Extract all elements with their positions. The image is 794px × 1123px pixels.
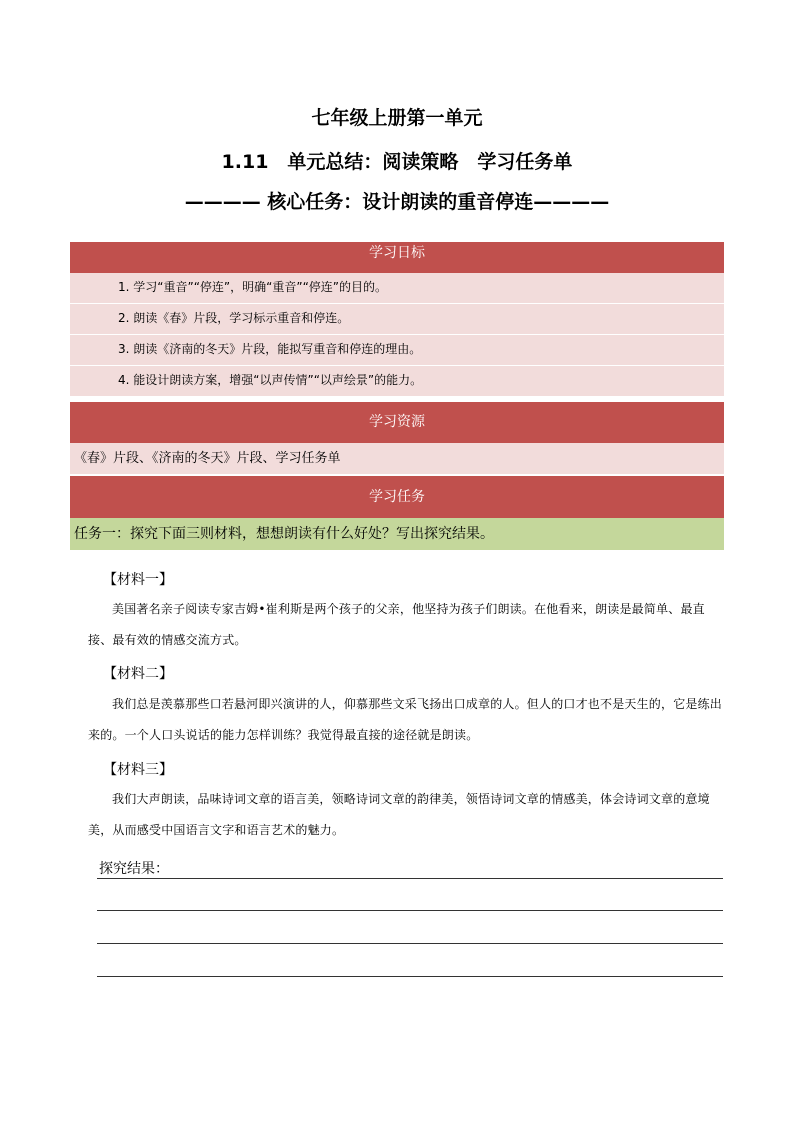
answer-line[interactable] xyxy=(97,910,723,911)
tasks-table xyxy=(70,476,724,550)
objective-item: 4. 能设计朗读方案，增强“以声传情”“以声绘景”的能力。 xyxy=(70,366,724,397)
document-title: 七年级上册第一单元 xyxy=(311,107,483,129)
objectives-heading: 学习日标 xyxy=(70,242,724,273)
material-one-text: 美国著名亲子阅读专家吉姆•崔利斯是两个孩子的父亲，他坚持为孩子们朗读。在他看来，朗读是最简单、最直接、最有效的情感交流方式。 xyxy=(88,602,705,647)
answer-label: 探究结果： xyxy=(99,861,169,877)
answer-line[interactable] xyxy=(97,943,723,944)
document-subtitle: 1.11 单元总结：阅读策略 学习任务单 xyxy=(221,151,573,173)
answer-line[interactable] xyxy=(97,878,723,879)
material-three-label: 【材料三】 xyxy=(103,762,173,778)
objective-item: 3. 朗读《济南的冬天》片段，能拟写重音和停连的理由。 xyxy=(70,335,724,366)
resources-text: 《春》片段、《济南的冬天》片段、学习任务单 xyxy=(70,443,724,475)
resources-heading: 学习资源 xyxy=(70,402,724,443)
material-one-label: 【材料一】 xyxy=(103,572,173,588)
resources-table xyxy=(70,402,724,475)
objective-item: 2. 朗读《春》片段，学习标示重音和停连。 xyxy=(70,304,724,335)
material-two-text: 我们总是羡慕那些口若悬河即兴演讲的人，仰慕那些文采飞扬出口成章的人。但人的口才也不是天生的，它是练出来的。一个人口头说话的能力怎样训练？我觉得最直接的途径就是朗读。 xyxy=(88,697,723,742)
objectives-table xyxy=(70,242,724,397)
core-task-heading: ———— 核心任务：设计朗读的重音停连———— xyxy=(184,191,610,213)
material-two-label: 【材料二】 xyxy=(103,666,173,682)
objective-item: 1. 学习“重音”“停连”，明确“重音”“停连”的目的。 xyxy=(70,273,724,304)
material-three-text: 我们大声朗读，品味诗词文章的语言美，领略诗词文章的韵律美，领悟诗词文章的情感美，体会诗词文章的意境美，从而感受中国语言文字和语言艺术的魅力。 xyxy=(88,792,710,837)
tasks-heading: 学习任务 xyxy=(70,476,724,518)
task-one: 任务一：探究下面三则材料，想想朗读有什么好处？写出探究结果。 xyxy=(70,518,724,550)
answer-line[interactable] xyxy=(97,976,723,977)
